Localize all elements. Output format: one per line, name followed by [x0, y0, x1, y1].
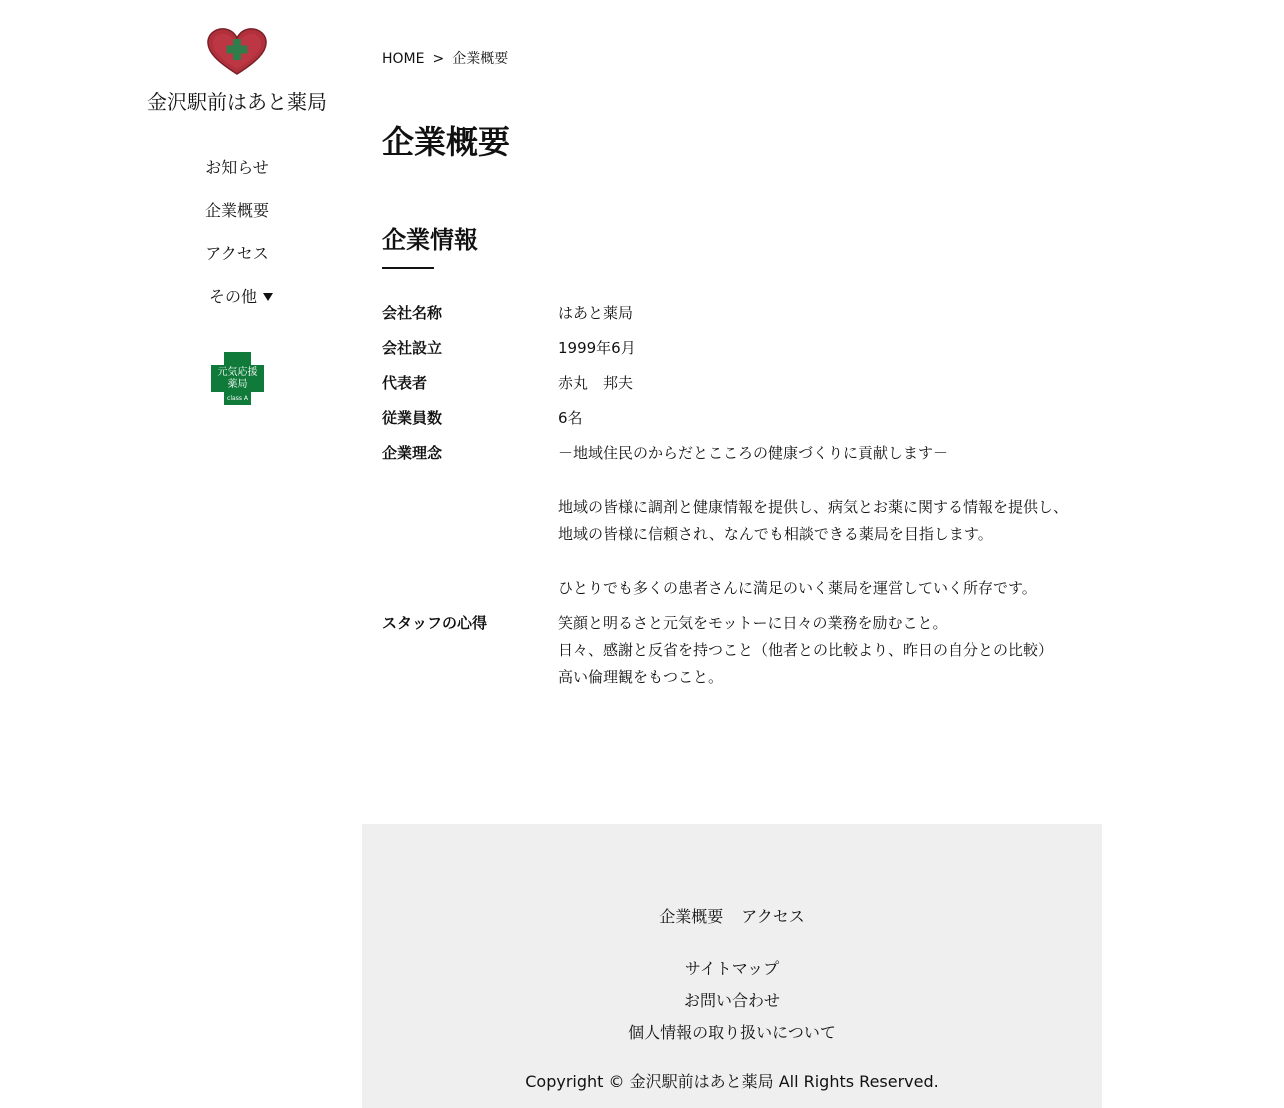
- sidebar-item-access: [117, 240, 357, 283]
- company-info-table: [382, 300, 1122, 699]
- page-title: 企業概要: [382, 123, 511, 161]
- staff-mindset-value: [558, 610, 1122, 699]
- staff-count-value: 6名: [558, 409, 583, 427]
- badge-line3: class A: [227, 395, 248, 402]
- mindset-line: 高い倫理観をもつこと。: [558, 668, 724, 686]
- table-row: [382, 610, 1122, 699]
- staff-count-label: 従業員数: [382, 409, 443, 427]
- footer-link-sitemap[interactable]: サイトマップ: [684, 959, 780, 978]
- philosophy-line: 地域の皆様に信頼され、なんでも相談できる薬局を目指します。: [558, 525, 993, 543]
- heart-logo-icon[interactable]: [206, 28, 268, 76]
- table-row: [382, 335, 1122, 370]
- table-row: [382, 300, 1122, 335]
- section-underline: [382, 267, 434, 269]
- founded-label: 会社設立: [382, 339, 443, 357]
- mindset-line: 日々、感謝と反省を持つこと（他者との比較より、昨日の自分との比較）: [558, 641, 1054, 659]
- mindset-line: 笑顔と明るさと元気をモットーに日々の業務を励むこと。: [558, 614, 948, 632]
- philosophy-label: 企業理念: [382, 444, 443, 462]
- dropdown-caret-icon: [263, 293, 273, 301]
- footer-item-sitemap: [362, 956, 1102, 988]
- footer-link-access[interactable]: アクセス: [741, 907, 805, 926]
- philosophy-line: ひとりでも多くの患者さんに満足のいく薬局を運営していく所存です。: [558, 579, 1037, 597]
- badge-line2: 薬局: [227, 379, 248, 390]
- breadcrumb-home[interactable]: HOME: [382, 51, 425, 67]
- founded-value: 1999年6月: [558, 339, 636, 357]
- company-name-value: はあと薬局: [558, 304, 634, 322]
- philosophy-value: [558, 440, 1122, 610]
- genki-ouen-badge-icon: [209, 350, 266, 407]
- sidebar-nav: [117, 154, 357, 326]
- staff-mindset-label: スタッフの心得: [382, 614, 488, 632]
- footer-link-contact[interactable]: お問い合わせ: [683, 991, 780, 1010]
- sidebar-dropdown-other[interactable]: [201, 283, 273, 310]
- philosophy-line: －地域住民のからだとこころの健康づくりに貢献します－: [558, 444, 949, 462]
- footer: [362, 824, 1102, 1108]
- copyright: Copyright © 金沢駅前はあと薬局 All Rights Reserved.: [525, 1072, 939, 1091]
- breadcrumb-current: 企業概要: [452, 51, 509, 67]
- philosophy-line: 地域の皆様に調剤と健康情報を提供し、病気とお薬に関する情報を提供し、: [558, 498, 1069, 516]
- footer-link-company[interactable]: 企業概要: [659, 907, 724, 926]
- site-title-link[interactable]: 金沢駅前はあと薬局: [147, 90, 327, 114]
- sidebar-link-access[interactable]: アクセス: [205, 244, 269, 263]
- sidebar-item-other: [117, 283, 357, 326]
- sidebar-link-company[interactable]: 企業概要: [204, 201, 269, 220]
- footer-links: [362, 956, 1102, 1052]
- breadcrumb-separator: >: [432, 51, 445, 67]
- table-row: [382, 405, 1122, 440]
- section-title: 企業情報: [382, 226, 478, 254]
- table-row: [382, 440, 1122, 610]
- footer-item-privacy: [362, 1020, 1102, 1052]
- footer-item-contact: [362, 988, 1102, 1020]
- table-row: [382, 370, 1122, 405]
- footer-nav: [362, 904, 1102, 930]
- badge-line1: 元気応援: [217, 367, 258, 378]
- company-name-label: 会社名称: [382, 304, 443, 322]
- sidebar-dropdown-label: その他: [208, 287, 257, 306]
- representative-value: 赤丸 邦夫: [558, 374, 634, 392]
- sidebar-item-news: [117, 154, 357, 197]
- breadcrumb: [382, 48, 508, 70]
- footer-link-privacy[interactable]: 個人情報の取り扱いについて: [628, 1023, 836, 1042]
- sidebar-link-news[interactable]: お知らせ: [205, 158, 269, 177]
- representative-label: 代表者: [382, 374, 428, 392]
- sidebar-item-company: [117, 197, 357, 240]
